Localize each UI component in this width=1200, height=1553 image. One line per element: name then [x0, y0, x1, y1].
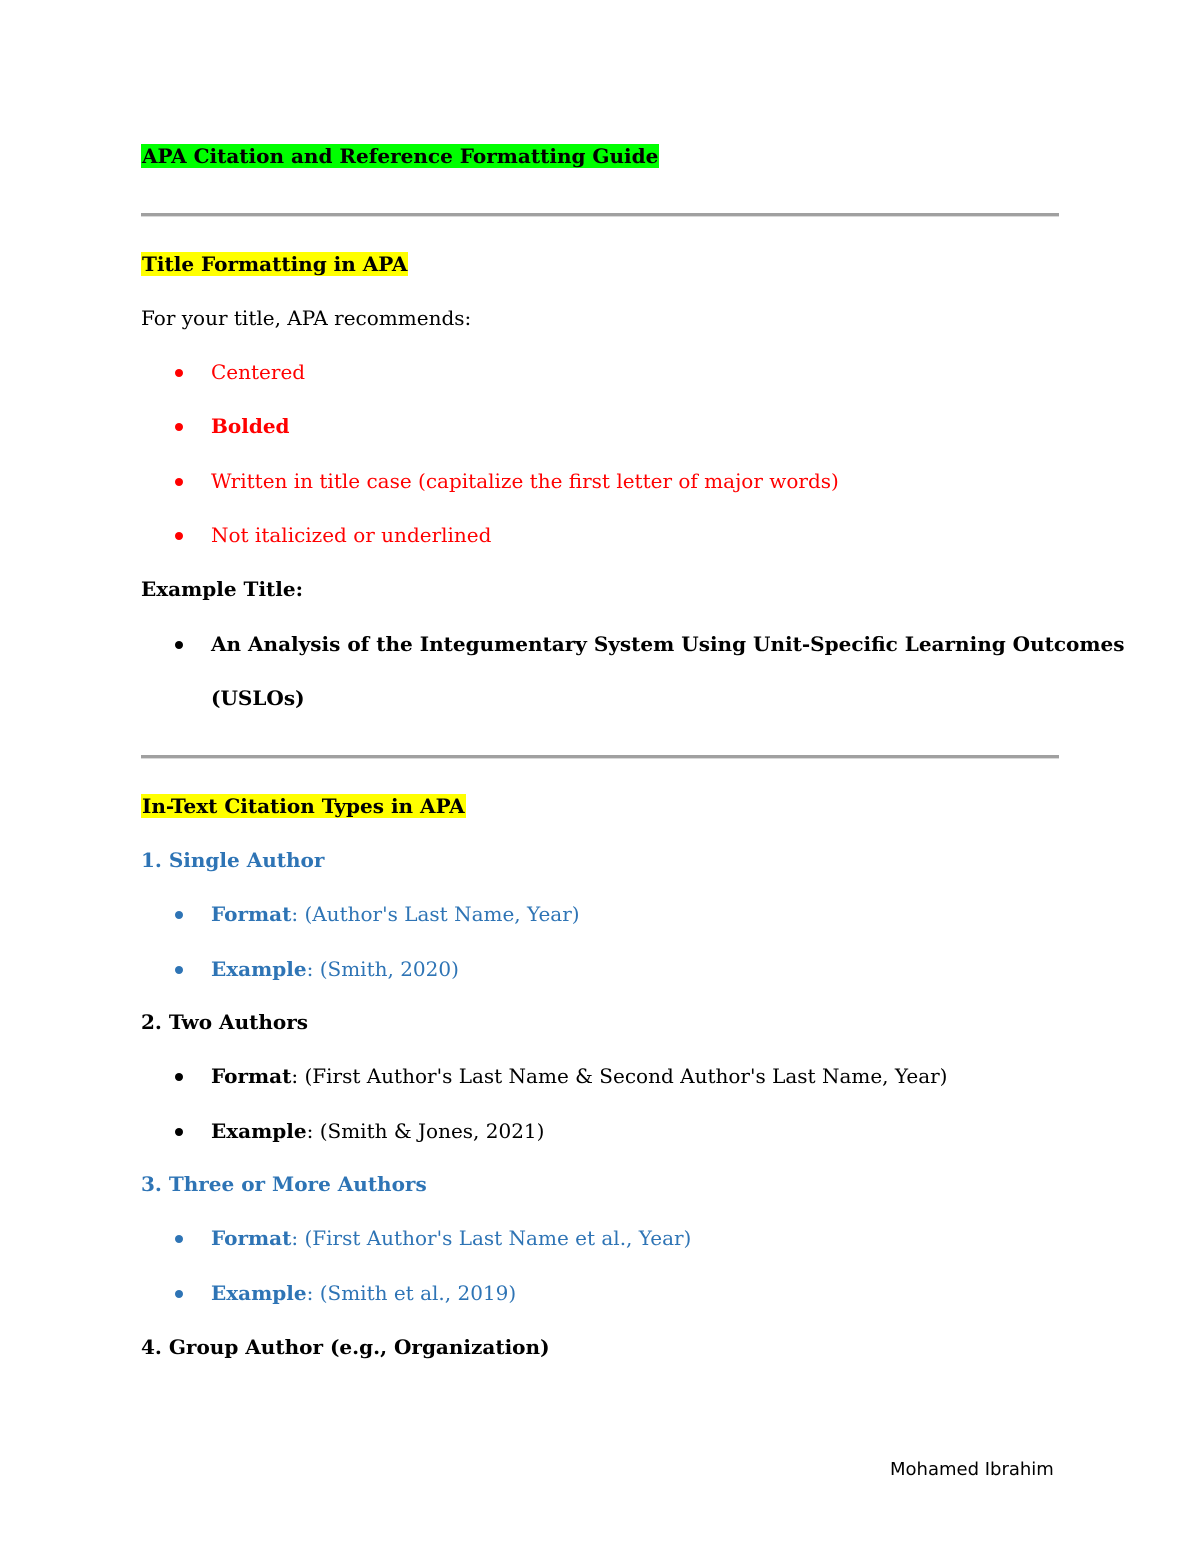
document-title	[141, 141, 659, 171]
section-intro: For your title, APA recommends:	[141, 306, 472, 330]
bullet-icon	[175, 1235, 183, 1243]
format-text: : (Author's Last Name, Year)	[291, 902, 580, 926]
bullet-icon	[175, 911, 183, 919]
example-label: Example	[211, 1119, 307, 1143]
example-text: : (Smith et al., 2019)	[306, 1281, 517, 1305]
list-item: Written in title case (capitalize the first letter of major words)	[211, 469, 839, 493]
list-item	[211, 954, 459, 984]
section-heading-in-text-citation	[141, 791, 466, 821]
example-title-label: Example Title:	[141, 577, 303, 601]
format-text: : (First Author's Last Name et al., Year)	[291, 1226, 692, 1250]
document-title-text: APA Citation and Reference Formatting Guide	[142, 144, 659, 168]
list-item	[211, 1223, 691, 1253]
list-item	[211, 1116, 544, 1146]
format-label: Format	[211, 902, 292, 926]
example-text: : (Smith, 2020)	[306, 957, 459, 981]
section-heading-text: In-Text Citation Types in APA	[142, 794, 465, 818]
bullet-icon	[175, 1128, 183, 1136]
list-item	[211, 1278, 516, 1308]
section-heading-text: Title Formatting in APA	[142, 252, 408, 276]
horizontal-rule	[141, 755, 1059, 759]
bullet-icon	[175, 1290, 183, 1298]
list-item: Not italicized or underlined	[211, 523, 492, 547]
example-label: Example	[211, 1281, 307, 1305]
citation-type-title: 2. Two Authors	[141, 1010, 309, 1034]
bullet-icon	[175, 1073, 183, 1081]
horizontal-rule	[141, 213, 1059, 217]
example-text: : (Smith & Jones, 2021)	[306, 1119, 545, 1143]
format-label: Format	[211, 1226, 292, 1250]
citation-type-title: 1. Single Author	[141, 848, 325, 872]
bullet-icon	[175, 369, 183, 377]
section-heading-title-formatting	[141, 249, 408, 279]
citation-type-title: 3. Three or More Authors	[141, 1172, 427, 1196]
format-label: Format	[211, 1064, 292, 1088]
footer-author: Mohamed Ibrahim	[890, 1459, 1054, 1480]
bullet-icon	[175, 966, 183, 974]
list-item	[211, 899, 580, 929]
citation-type-title: 4. Group Author (e.g., Organization)	[141, 1335, 550, 1359]
list-item: Bolded	[211, 414, 290, 438]
list-item: Centered	[211, 360, 306, 384]
bullet-icon	[175, 641, 183, 649]
example-title-line1: An Analysis of the Integumentary System Using Unit-Specific Learning Outcomes	[211, 632, 1125, 656]
list-item	[211, 1061, 947, 1091]
example-title-line2: (USLOs)	[211, 686, 305, 710]
bullet-icon	[175, 478, 183, 486]
format-text: : (First Author's Last Name & Second Author's Last Name, Year)	[291, 1064, 948, 1088]
example-label: Example	[211, 957, 307, 981]
bullet-icon	[175, 532, 183, 540]
bullet-icon	[175, 423, 183, 431]
